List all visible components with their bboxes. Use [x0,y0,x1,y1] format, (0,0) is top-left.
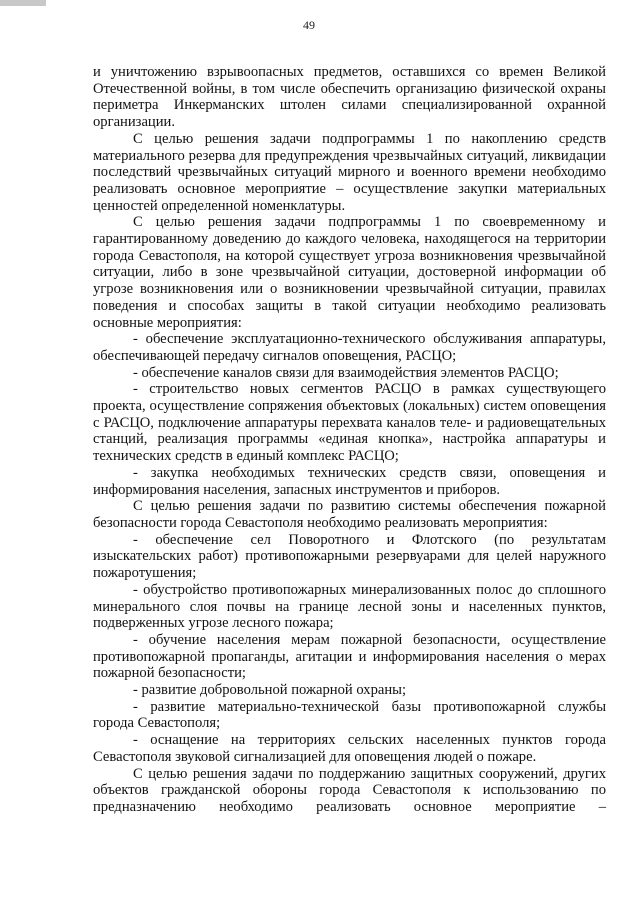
list-item: - развитие добровольной пожарной охраны; [133,682,407,699]
paragraph-fire-safety: С целью решения задачи по развитию системы обеспечения пожарной безопасности города Севастополя необходимо реализовать мероприятия: [93,498,606,531]
paragraph-civil-defense: С целью решения задачи по поддержанию защитных сооружений, других объектов гражданской обороны города Севастополя к использованию по предназначению необходимо реализовать основное мероприятие – [93,765,606,815]
document-body [93,64,606,816]
list-item: - обеспечение эксплуатационно-технического обслуживания аппаратуры, обеспечивающей передачу сигналов оповещения, РАСЦО; [93,331,606,364]
list-item: - обустройство противопожарных минерализованных полос до сплошного минерального слоя почвы на границе лесной зоны и населенных пунктов, подверженных угрозе лесного пожара; [93,581,606,632]
paragraph-warning-system: С целью решения задачи подпрограммы 1 по своевременному и гарантированному доведению до каждого человека, находящегося на территории города Севастополя, на которой существует угроза возникновения чрезвычайной ситуации, либо в зоне чрезвычайной ситуации, достоверной информации об угрозе возникновения или о возникновении чрезвычайной ситуации, правилах поведения и способах защиты в такой ситуации необходимо реализовать основные мероприятия: [93,214,606,331]
list-item: - оснащение на территориях сельских населенных пунктов города Севастополя звуковой сигнализацией для оповещения людей о пожаре. [93,732,606,765]
paragraph-continuation: и уничтожению взрывоопасных предметов, оставшихся со времен Великой Отечественной войны, в том числе обеспечить организацию физической охраны периметра Инкерманских штолен силами специализированной охранной организации. [93,64,606,131]
paragraph-material-reserve: С целью решения задачи подпрограммы 1 по накоплению средств материального резерва для предупреждения чрезвычайных ситуаций, ликвидации последствий чрезвычайных ситуаций мирного и военного времени необходимо реализовать основное мероприятие – осуществление закупки материальных ценностей определенной номенклатуры. [93,130,606,214]
list-item: - строительство новых сегментов РАСЦО в рамках существующего проекта, осуществление сопряжения объектовых (локальных) систем оповещения с РАСЦО, подключение аппаратуры перехвата каналов теле- и радиовещательных станций, реализация программы «единая кнопка», настройка аппаратуры и технических средств в единый комплекс РАСЦО; [93,381,606,465]
list-item: - обучение населения мерам пожарной безопасности, осуществление противопожарной пропаганды, агитации и информирования населения о мерах пожарной безопасности; [93,631,606,682]
list-item: - закупка необходимых технических средств связи, оповещения и информирования населения, запасных инструментов и приборов. [93,464,606,498]
page-number: 49 [303,18,315,32]
list-item: - обеспечение каналов связи для взаимодействия элементов РАСЦО; [133,364,559,381]
list-item: - развитие материально-технической базы противопожарной службы города Севастополя; [93,698,606,732]
list-item: - обеспечение сел Поворотного и Флотского (по результатам изыскательских работ) противопожарными резервуарами для целей наружного пожаротушения; [93,531,606,582]
scan-edge-mark [0,0,46,6]
